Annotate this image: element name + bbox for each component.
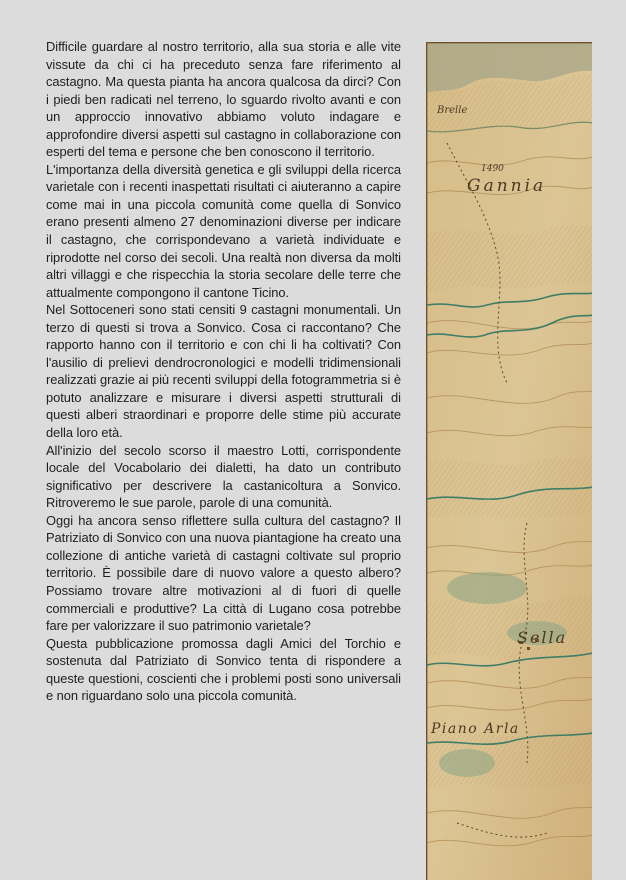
- paragraph-genetic-diversity: L'importanza della diversità genetica e gli sviluppi della ricerca varietale con i recenti inaspettati risultati ci aiuteranno a capire come mai in una piccola comunità come quella di Sonvico erano presenti almeno 27 denominazioni diverse per indicare il castagno, che corrispondevano a varietà individuate e riprodotte nel corso dei secoli. Una realtà non diversa da molti altri villaggi e che rispecchia la storia secolare delle terre che attualmente compongono il cantone Ticino.: [46, 161, 401, 300]
- map-label-piano-arla: Piano Arla: [431, 721, 520, 737]
- historic-map-image: [426, 42, 592, 880]
- body-text: [46, 38, 401, 705]
- map-label-brelle: Brelle: [437, 105, 468, 116]
- paragraph-culture-today: Oggi ha ancora senso riflettere sulla cultura del castagno? Il Patriziato di Sonvico con una nuova piantagione ha creato una collezione di antiche varietà di castagni coltivate sul proprio territorio. È possibile dare di nuovo valore a questo albero? Possiamo trovare altre motivazioni al di fuori di quelle commerciali e produttive? La città di Lugano cosa potrebbe fare per valorizzare il suo patrimonio varietale?: [46, 512, 401, 634]
- paragraph-maestro-lotti: All'inizio del secolo scorso il maestro Lotti, corrispondente locale del Vocabolario dei dialetti, ha dato un contributo significativo per descrivere la castanicoltura a Sonvico. Ritroveremo le sue parole, parole di una comunità.: [46, 442, 401, 511]
- map-label-elevation: 1490: [481, 164, 504, 174]
- paragraph-intro: Difficile guardare al nostro territorio, alla sua storia e alle vite vissute da chi ci ha preceduto senza fare riferimento al castagno. Ma questa pianta ha ancora qualcosa da dirci? Con i piedi ben radicati nel terreno, lo sguardo rivolto avanti e con un approccio innovativo abbiamo voluto indagare e approfondire diversi aspetti sul castagno in collaborazione con esperti del tema e persone che ben conoscono il territorio.: [46, 39, 401, 160]
- map-label-gannia: Gannia: [467, 176, 547, 196]
- paragraph-publication: Questa pubblicazione promossa dagli Amici del Torchio e sostenuta dal Patriziato di Sonvico tenta di rispondere a queste questioni, coscienti che i problemi posti sono universali e non riguardano solo una piccola comunità.: [46, 635, 401, 704]
- map-label-sella: Sella: [517, 628, 568, 647]
- paragraph-monumental-chestnuts: Nel Sottoceneri sono stati censiti 9 castagni monumentali. Un terzo di questi si trova a Sonvico. Cosa ci raccontano? Che rapporto hanno con il territorio e con chi li ha coltivati? Con l'ausilio di prelievi dendrocronologici e modelli tridimensionali realizzati grazie ai più recenti sviluppi della fotogrammetria si è potuto analizzare e misurare i diversi aspetti strutturali di questi alberi straordinari e proporre delle stime più accurate della loro età.: [46, 302, 401, 441]
